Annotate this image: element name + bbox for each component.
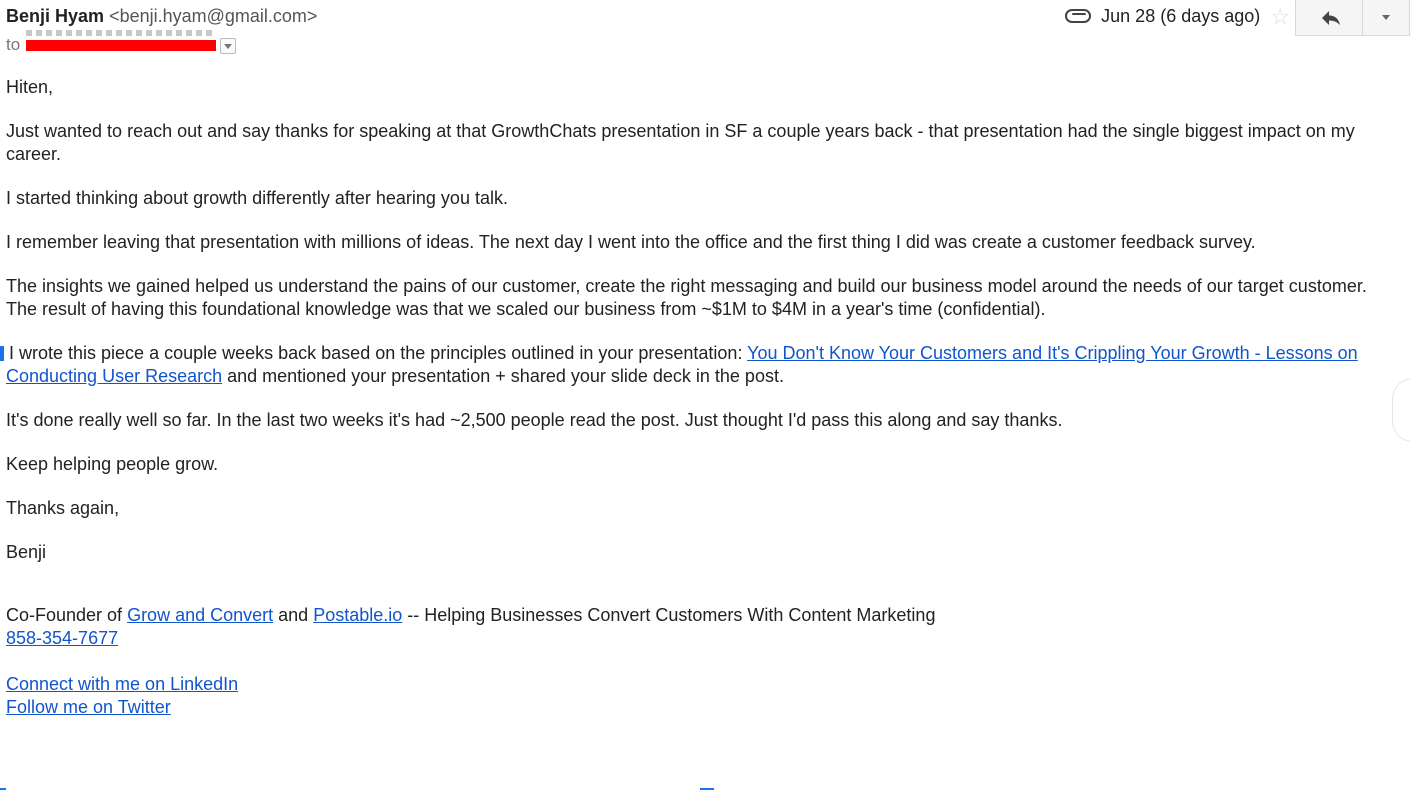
star-icon[interactable]: ☆ bbox=[1270, 4, 1290, 30]
reply-button[interactable] bbox=[1295, 0, 1363, 36]
message-meta bbox=[1065, 3, 1290, 29]
signature-prefix: Co-Founder of bbox=[6, 605, 128, 625]
body-paragraph-1: Just wanted to reach out and say thanks for speaking at that GrowthChats presentation in SF a couple years back - that presentation had the single biggest impact on my career. bbox=[6, 121, 1355, 164]
paragraph-5-text-after: and mentioned your presentation + shared your slide deck in the post. bbox=[222, 366, 784, 386]
article-link[interactable]: You Don't Know Your Customers and It's Crippling Your Growth - Lessons on Conducting User Research bbox=[6, 343, 1358, 386]
twitter-link[interactable]: Follow me on Twitter bbox=[6, 697, 171, 717]
postable-link[interactable]: Postable.io bbox=[313, 605, 403, 625]
email-signature bbox=[6, 604, 1401, 719]
reply-icon bbox=[1321, 10, 1341, 26]
grow-and-convert-link[interactable]: Grow and Convert bbox=[127, 605, 274, 625]
body-paragraph-6: It's done really well so far. In the last two weeks it's had ~2,500 people read the post. Just thought I'd pass this along and say thanks. bbox=[6, 410, 1063, 430]
sign-off: Thanks again, bbox=[6, 498, 120, 518]
side-panel-handle[interactable] bbox=[1392, 378, 1410, 442]
more-options-chevron-down-icon[interactable] bbox=[1362, 0, 1410, 36]
greeting: Hiten, bbox=[6, 77, 54, 97]
signature-title-line bbox=[6, 604, 1401, 627]
body-paragraph-4: The insights we gained helped us understand the pains of our customer, create the right messaging and build our business model around the needs of our target customer. The result of having this foundational knowledge was that we scaled our business from ~$1M to $4M in a year's time (confidential). bbox=[6, 276, 1367, 319]
signature-twitter-line bbox=[6, 696, 1401, 719]
body-paragraph-3: I remember leaving that presentation with millions of ideas. The next day I went into the office and the first thing I did was create a customer feedback survey. bbox=[6, 232, 1256, 252]
sender-email: <benji.hyam@gmail.com> bbox=[109, 6, 318, 26]
message-date: Jun 28 (6 days ago) bbox=[1101, 6, 1261, 26]
signature-name: Benji bbox=[6, 542, 47, 562]
message-body bbox=[6, 76, 1401, 719]
signature-suffix: -- Helping Businesses Convert Customers With Content Marketing bbox=[402, 605, 936, 625]
signature-phone-line bbox=[6, 627, 1401, 650]
phone-link[interactable]: 858-354-7677 bbox=[6, 628, 119, 648]
paperclip-icon bbox=[1065, 9, 1091, 23]
to-label: to bbox=[6, 35, 21, 54]
body-paragraph-2: I started thinking about growth differently after hearing you talk. bbox=[6, 188, 508, 208]
scroll-indicator-center bbox=[700, 788, 714, 790]
signature-spacer bbox=[6, 650, 1401, 673]
show-details-chevron-down-icon[interactable] bbox=[220, 38, 236, 54]
text-cursor bbox=[0, 346, 4, 361]
redacted-recipients bbox=[20, 34, 216, 56]
paragraph-5-text-before: I wrote this piece a couple weeks back based on the principles outlined in your presentation: bbox=[9, 343, 748, 363]
sender-name[interactable]: Benji Hyam bbox=[6, 6, 105, 26]
sender-line bbox=[6, 3, 317, 29]
signature-and: and bbox=[273, 605, 314, 625]
linkedin-link[interactable]: Connect with me on LinkedIn bbox=[6, 674, 239, 694]
recipients-line bbox=[6, 34, 236, 56]
scroll-indicator-left bbox=[0, 788, 6, 790]
signature-linkedin-line bbox=[6, 673, 1401, 696]
body-paragraph-7: Keep helping people grow. bbox=[6, 454, 219, 474]
body-paragraph-5 bbox=[6, 342, 1401, 388]
